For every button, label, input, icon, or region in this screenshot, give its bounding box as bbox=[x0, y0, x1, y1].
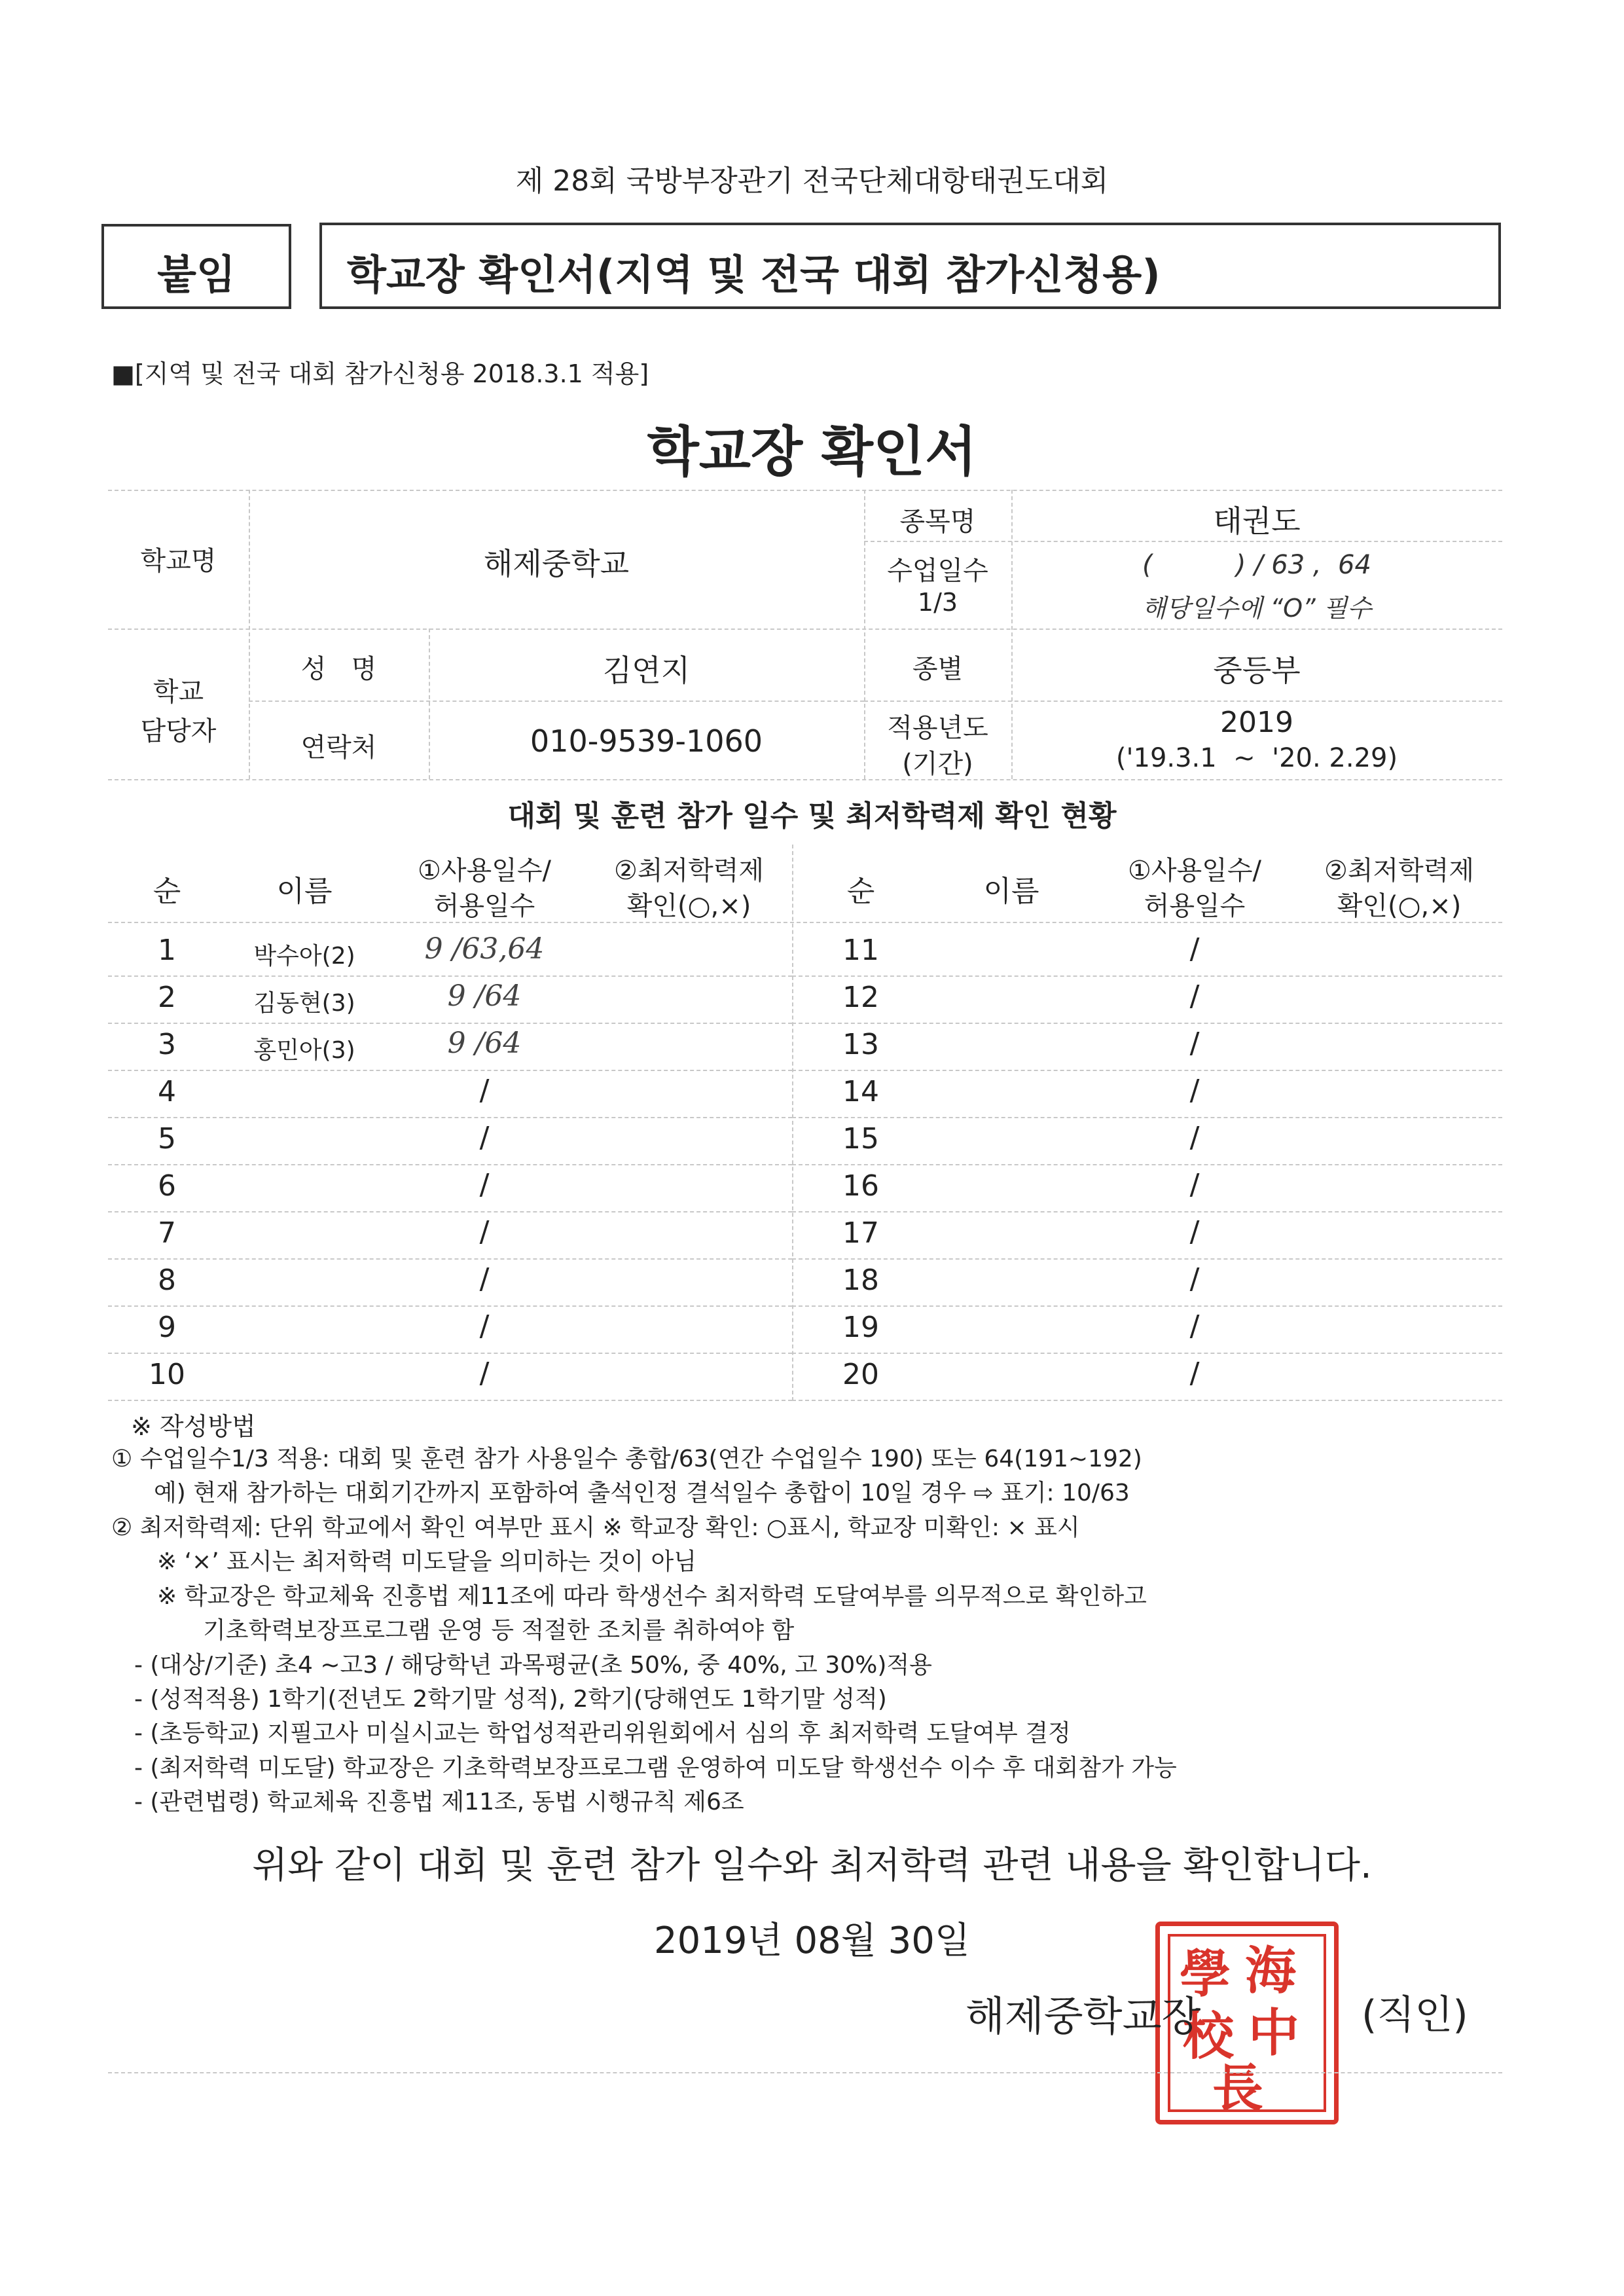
row-days: / bbox=[1189, 1074, 1200, 1107]
document-heading: 학교장 확인서(지역 및 전국 대회 참가신청용) bbox=[347, 251, 1161, 299]
row-days: / bbox=[479, 1215, 490, 1248]
col-check-left-1: ②최저학력제 bbox=[613, 856, 765, 886]
name-value: 김연지 bbox=[602, 653, 691, 688]
school-seal: 學 海 校 中 長 bbox=[1155, 1922, 1339, 2124]
row-divider bbox=[108, 1070, 792, 1071]
row-days: / bbox=[479, 1121, 490, 1154]
row-days: / bbox=[1189, 1168, 1200, 1201]
row-days: / bbox=[1189, 1121, 1200, 1154]
row-number: 1 bbox=[158, 934, 176, 967]
signer-name: 해제중학교장 bbox=[965, 1992, 1201, 2040]
note-line-2: 예) 현재 참가하는 대회기간까지 포함하여 출석인정 결석일수 총합이 10일 경우 ⇨ 표기: 10/63 bbox=[154, 1480, 1130, 1506]
row-divider bbox=[792, 1258, 1502, 1260]
row-name: 김동현(3) bbox=[253, 990, 355, 1017]
row-days: / bbox=[1189, 1309, 1200, 1343]
event-label: 종목명 bbox=[899, 507, 976, 537]
note-line-4: ※ ‘×’ 표시는 최저학력 미도달을 의미하는 것이 아님 bbox=[157, 1548, 697, 1575]
days-value: ( ) / 63 , 64 bbox=[1142, 550, 1371, 580]
col-check-right-2: 확인(○,×) bbox=[1337, 891, 1462, 921]
row-name: 박수아(2) bbox=[253, 943, 355, 970]
row-number: 7 bbox=[158, 1216, 176, 1250]
row-number: 19 bbox=[842, 1311, 879, 1344]
event-value: 태권도 bbox=[1213, 503, 1301, 539]
row-divider bbox=[792, 1353, 1502, 1354]
row-days: / bbox=[1189, 1215, 1200, 1248]
row-name: 홍민아(3) bbox=[253, 1037, 355, 1064]
row-number: 9 bbox=[158, 1311, 176, 1344]
manager-label-2: 담당자 bbox=[140, 716, 217, 746]
period-value: ('19.3.1 ~ '20. 2.29) bbox=[1115, 743, 1398, 773]
row-number: 13 bbox=[842, 1028, 879, 1061]
row-divider bbox=[792, 1400, 1502, 1401]
row-days: / bbox=[1189, 979, 1200, 1013]
row-number: 5 bbox=[158, 1122, 176, 1156]
row-days: / bbox=[1189, 1262, 1200, 1296]
col-days-right-2: 허용일수 bbox=[1144, 891, 1246, 921]
note-line-5: ※ 학교장은 학교체육 진흥법 제11조에 따라 학생선수 최저학력 도달여부를 의무적으로 확인하고 bbox=[157, 1583, 1147, 1610]
seal-label: (직인) bbox=[1362, 1992, 1468, 2038]
row-divider bbox=[108, 1164, 792, 1165]
col-no-right: 순 bbox=[846, 875, 875, 908]
note-line-9: - (초등학교) 지필고사 미실시교는 학업성적관리위원회에서 심의 후 최저학력 도달여부 결정 bbox=[134, 1720, 1071, 1747]
competition-title: 제 28회 국방부장관기 전국단체대항태권도대회 bbox=[515, 164, 1109, 198]
note-line-10: - (최저학력 미도달) 학교장은 기초학력보장프로그램 운영하여 미도달 학생선수 이수 후 대회참가 가능 bbox=[134, 1755, 1177, 1781]
note-line-11: - (관련법령) 학교체육 진흥법 제11조, 동법 시행규칙 제6조 bbox=[134, 1789, 744, 1815]
row-divider bbox=[108, 975, 792, 977]
row-divider bbox=[792, 1117, 1502, 1118]
notes-heading: ※ 작성방법 bbox=[131, 1412, 256, 1441]
contact-label: 연락처 bbox=[300, 733, 377, 763]
row-number: 8 bbox=[158, 1264, 176, 1297]
row-divider bbox=[792, 1023, 1502, 1024]
division-label: 종별 bbox=[912, 654, 964, 684]
school-value: 해제중학교 bbox=[483, 546, 630, 581]
row-number: 18 bbox=[842, 1264, 879, 1297]
col-name-left: 이름 bbox=[276, 875, 333, 908]
issue-date: 2019년 08월 30일 bbox=[654, 1920, 970, 1962]
row-number: 15 bbox=[842, 1122, 879, 1156]
row-days: 9 /63,64 bbox=[424, 932, 545, 966]
year-value: 2019 bbox=[1220, 706, 1293, 739]
row-days: / bbox=[1189, 932, 1200, 966]
row-days: / bbox=[479, 1262, 490, 1296]
row-divider bbox=[792, 1070, 1502, 1071]
row-divider bbox=[792, 1164, 1502, 1165]
row-days: / bbox=[1189, 1357, 1200, 1390]
note-line-6: 기초학력보장프로그램 운영 등 적절한 조치를 취하여야 함 bbox=[203, 1617, 795, 1644]
col-days-right-1: ①사용일수/ bbox=[1128, 856, 1261, 886]
name-label: 성 명 bbox=[300, 654, 377, 684]
row-number: 12 bbox=[842, 981, 879, 1014]
manager-label-1: 학교 bbox=[153, 677, 204, 707]
col-days-left-2: 허용일수 bbox=[433, 891, 535, 921]
confirmation-statement: 위와 같이 대회 및 훈련 참가 일수와 최저학력 관련 내용을 확인합니다. bbox=[252, 1844, 1372, 1887]
col-check-left-2: 확인(○,×) bbox=[626, 891, 751, 921]
school-label: 학교명 bbox=[140, 546, 217, 576]
page-title: 학교장 확인서 bbox=[647, 421, 977, 483]
row-days: 9 /64 bbox=[447, 1027, 522, 1060]
row-divider bbox=[792, 1305, 1502, 1307]
row-divider bbox=[108, 1117, 792, 1118]
row-number: 10 bbox=[149, 1358, 185, 1391]
row-divider bbox=[108, 1400, 792, 1401]
days-label-2: 1/3 bbox=[917, 588, 958, 617]
col-check-right-1: ②최저학력제 bbox=[1324, 856, 1475, 886]
row-days: / bbox=[479, 1074, 490, 1107]
row-days: 9 /64 bbox=[447, 979, 522, 1013]
col-no-left: 순 bbox=[153, 875, 181, 908]
row-days: / bbox=[479, 1168, 490, 1201]
apply-note: ■[지역 및 전국 대회 참가신청용 2018.3.1 적용] bbox=[111, 359, 649, 388]
note-line-7: - (대상/기준) 초4 ~고3 / 해당학년 과목평균(초 50%, 중 40%, 고 30%)적용 bbox=[134, 1652, 932, 1679]
row-number: 3 bbox=[158, 1028, 176, 1061]
row-number: 6 bbox=[158, 1169, 176, 1203]
contact-value: 010-9539-1060 bbox=[530, 723, 763, 759]
row-days: / bbox=[479, 1357, 490, 1390]
row-number: 20 bbox=[842, 1358, 879, 1391]
col-name-right: 이름 bbox=[983, 875, 1039, 908]
row-divider bbox=[792, 1211, 1502, 1212]
row-number: 11 bbox=[842, 934, 879, 967]
row-divider bbox=[108, 1258, 792, 1260]
row-divider bbox=[108, 1353, 792, 1354]
row-days: / bbox=[479, 1309, 490, 1343]
row-divider bbox=[108, 1023, 792, 1024]
col-days-left-1: ①사용일수/ bbox=[418, 856, 551, 886]
row-number: 2 bbox=[158, 981, 176, 1014]
days-note: 해당일수에 “O” 필수 bbox=[1142, 594, 1372, 623]
note-line-8: - (성적적용) 1학기(전년도 2학기말 성적), 2학기(당해연도 1학기말 성적) bbox=[134, 1686, 887, 1713]
year-label-1: 적용년도 bbox=[887, 713, 988, 743]
row-number: 17 bbox=[842, 1216, 879, 1250]
row-divider bbox=[108, 1305, 792, 1307]
row-number: 16 bbox=[842, 1169, 879, 1203]
row-divider bbox=[792, 975, 1502, 977]
note-line-3: ② 최저학력제: 단위 학교에서 확인 여부만 표시 ※ 학교장 확인: ○표시, 학교장 미확인: × 표시 bbox=[111, 1514, 1080, 1541]
days-label-1: 수업일수 bbox=[887, 556, 988, 586]
division-value: 중등부 bbox=[1213, 653, 1301, 688]
row-divider bbox=[108, 1211, 792, 1212]
row-days: / bbox=[1189, 1027, 1200, 1060]
year-label-2: (기간) bbox=[902, 749, 973, 779]
row-number: 14 bbox=[842, 1075, 879, 1108]
status-heading: 대회 및 훈련 참가 일수 및 최저학력제 확인 현황 bbox=[507, 799, 1117, 833]
row-number: 4 bbox=[158, 1075, 176, 1108]
note-line-1: ① 수업일수1/3 적용: 대회 및 훈련 참가 사용일수 총합/63(연간 수업일수 190) 또는 64(191~192) bbox=[111, 1446, 1142, 1472]
attachment-tag: 붙임 bbox=[157, 251, 236, 299]
